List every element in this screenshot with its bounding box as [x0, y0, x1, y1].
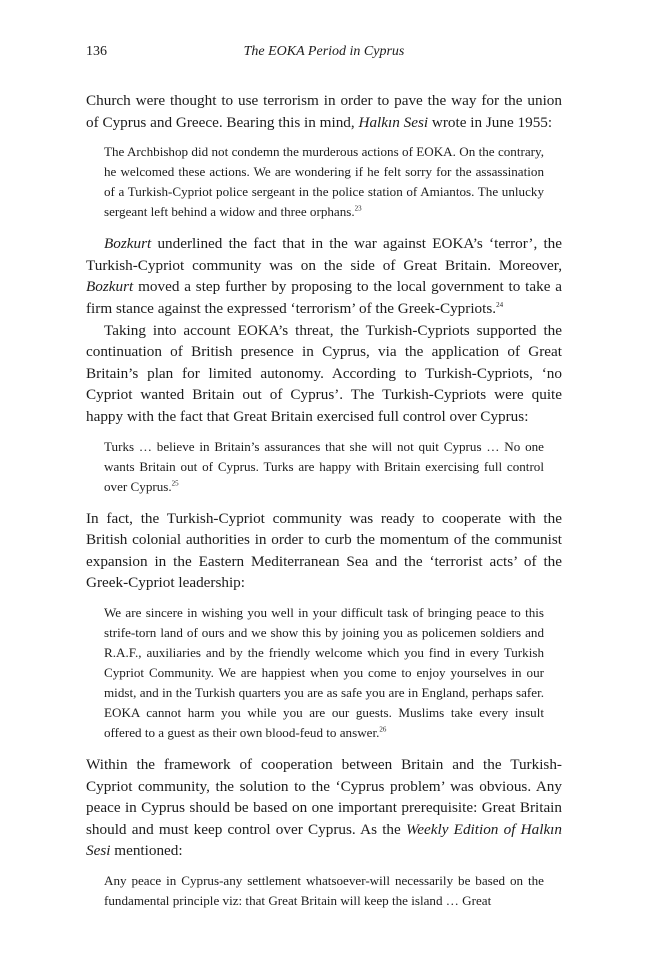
footnote-ref: 24 — [496, 300, 504, 309]
paragraph: In fact, the Turkish-Cypriot community was ready to cooperate with the British colonial authorities in order to curb the momentum of the communist expansion in the Eastern Mediterranean Sea and the ‘terrorist acts’ of the Greek-Cypriot leadership: — [86, 509, 562, 592]
paragraph: Bozkurt underlined the fact that in the war against EOKA’s ‘terror’, the Turkish-Cypriot community was on the side of Great Britain. Moreover, Bozkurt moved a step further by proposing to the local government to take a firm stance against the expressed ‘terrorism’ of the Greek-Cypriots.$^{24}$ — [86, 235, 562, 317]
footnote-ref: 23 — [354, 204, 362, 213]
block-quote: Any peace in Cyprus-any settlement whatsoever-will necessarily be based on the fundamental principle viz: that Great Britain will keep the island … Great — [104, 872, 544, 908]
running-title: The EOKA Period in Cyprus — [243, 44, 405, 59]
paragraph: Within the framework of cooperation between Britain and the Turkish-Cypriot community, the solution to the ‘Cyprus problem’ was obvious. Any peace in Cyprus should be based on one important prerequisite: Great Britain should and must keep control over Cyprus. As the Weekly Edition of Halkın Sesi mentioned: — [86, 755, 562, 860]
newspaper-title: Bozkurt — [86, 278, 134, 296]
newspaper-title: Halkın Sesi — [358, 113, 429, 131]
body-text — [86, 90, 562, 922]
footnote-ref: 26 — [379, 725, 387, 734]
block-quote: Turks … believe in Britain’s assurances that she will not quit Cyprus … No one wants Britain out of Cyprus. Turks are happy with Britain exercising full control over Cyprus.$^{25}$ — [104, 438, 544, 494]
paragraph: Taking into account EOKA’s threat, the Turkish-Cypriots supported the continuation of British presence in Cyprus, via the application of Great Britain’s plan for limited autonomy. According to Turkish-Cypriots, ‘no Cypriot wanted Britain out of Cyprus’. The Turkish-Cypriots were quite happy with the fact that Great Britain exercised full control over Cyprus: — [86, 321, 562, 425]
page-number: 136 — [86, 44, 107, 59]
block-quote: The Archbishop did not condemn the murderous actions of EOKA. On the contrary, he welcomed these actions. We are wondering if he felt sorry for the assassination of a Turkish-Cypriot police sergeant in the police station of Amiantos. The unlucky sergeant left behind a widow and three orphans.$^{23}$ — [104, 144, 544, 220]
footnote-ref: 25 — [171, 479, 179, 488]
paragraph: Church were thought to use terrorism in order to pave the way for the union of Cyprus and Greece. Bearing this in mind, Halkın Sesi wrote in June 1955: — [86, 92, 562, 131]
newspaper-title: Bozkurt — [104, 235, 152, 253]
page-header — [86, 44, 562, 64]
block-quote: We are sincere in wishing you well in your difficult task of bringing peace to this strife-torn land of ours and we show this by joining you as policemen soldiers and R.A.F., auxiliaries and by the friendly welcome which you find in every Turkish Cypriot Community. We are happiest when you come to enjoy yourselves in our midst, and in the Turkish quarters you are as safe you are in England, perhaps safer. EOKA cannot harm you while you are our guests. Muslims take every insult offered to a guest as their own blood-feud to answer.$^{26}$ — [104, 604, 544, 740]
newspaper-title: Weekly Edition of Halkın Sesi — [86, 820, 562, 860]
